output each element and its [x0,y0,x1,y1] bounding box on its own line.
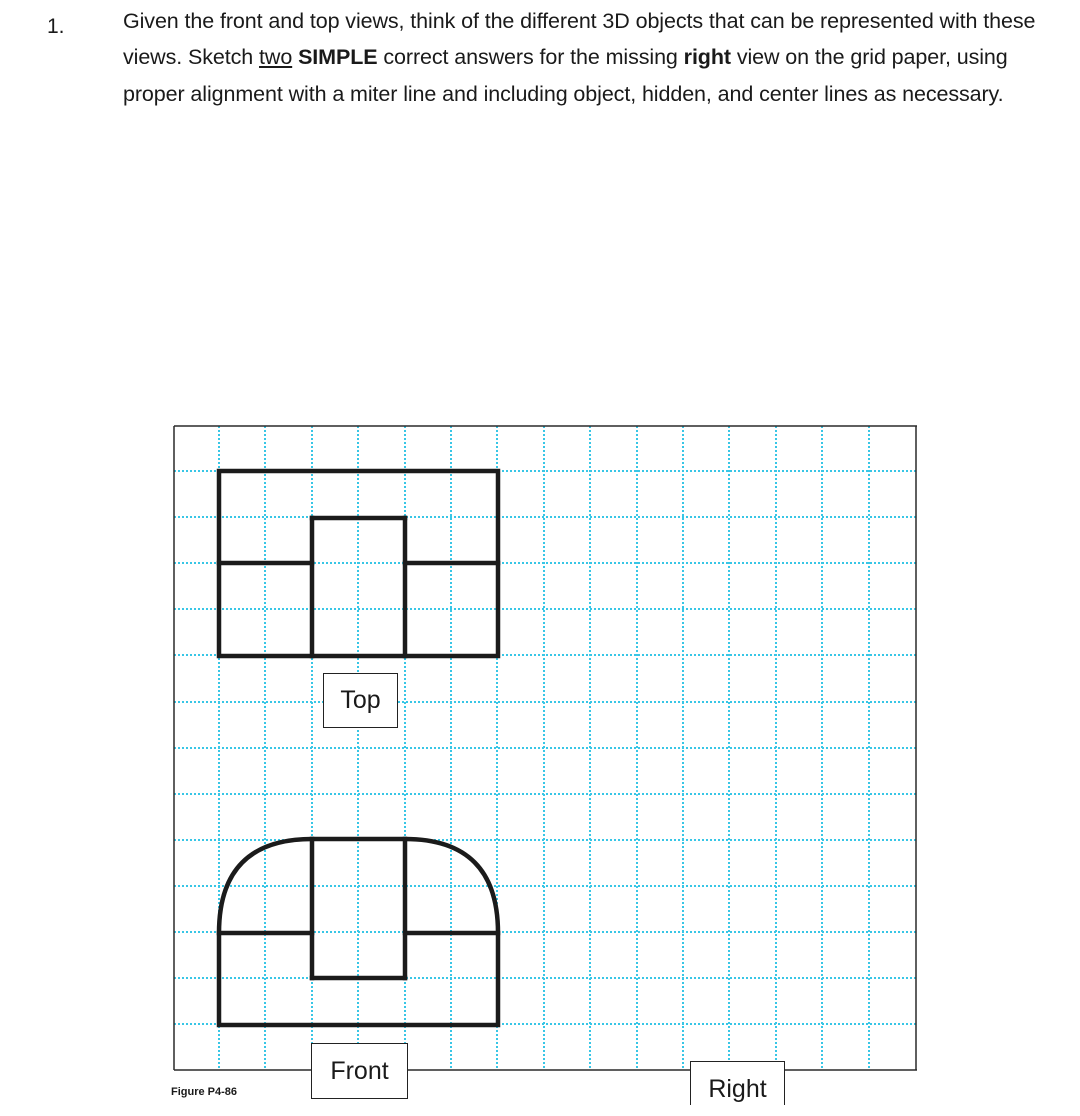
top-view-label: Top [323,673,398,728]
question-underlined-word: two [259,45,293,70]
figure-caption: Figure P4-86 [171,1086,238,1098]
question-text-part: Given the front and top views, think of the different 3D objects that can be represented with these views. Sketch [123,9,1036,70]
question-text-part: view on the grid paper, using proper alignment with a miter line and including object, hidden, and center lines as necessary. [123,45,1008,106]
grid-frame [174,426,917,1070]
grid-paper [174,426,916,1070]
question-number: 1. [47,15,65,38]
question-bold-word: right [683,45,731,70]
right-view-label: Right [690,1061,785,1105]
question-bold-word: SIMPLE [298,45,378,70]
question-text-part: correct answers for the missing [377,45,684,70]
front-view-label: Front [311,1043,408,1099]
